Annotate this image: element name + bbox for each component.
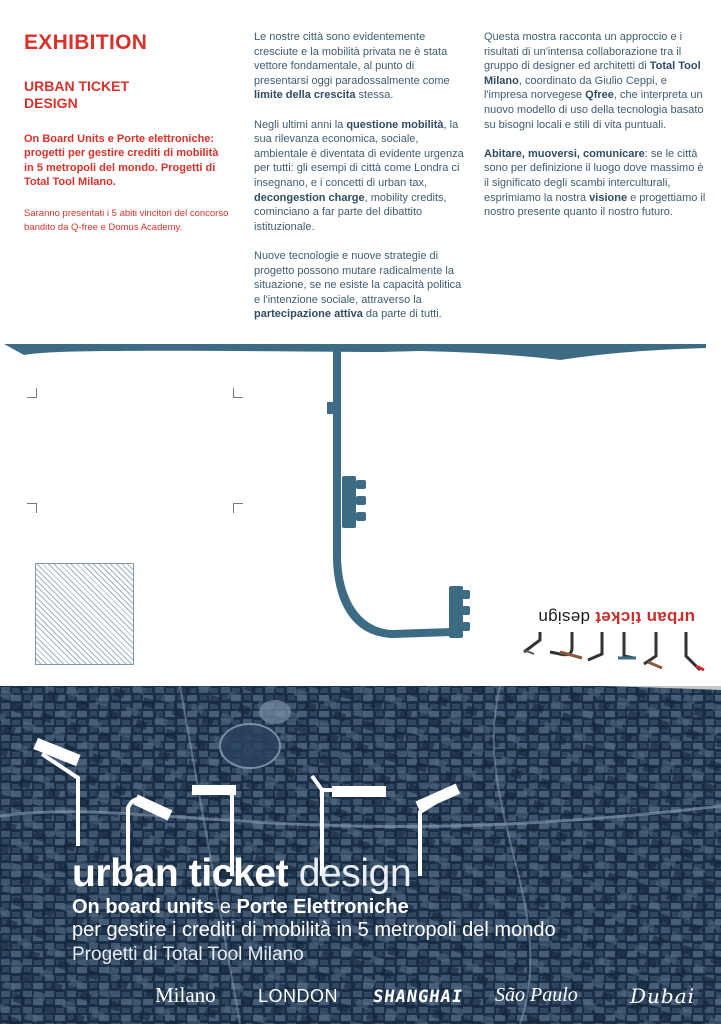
road-band — [4, 344, 706, 360]
mirrored-logo — [510, 607, 695, 627]
hero-title-design: design — [298, 852, 412, 895]
signal-box-upper — [342, 476, 356, 528]
exhibition-note: Saranno presentati i 5 abiti vincitori del concorso bandito da Q-free e Domus Academy. — [24, 208, 229, 233]
crop-mark-top-right — [233, 388, 243, 398]
hero-line-1: On board units e Porte Elettroniche — [72, 896, 409, 918]
exhibition-column — [24, 30, 229, 235]
intro-paragraph-2: Negli ultimi anni la questione mobilità, la sua rilevanza economica, sociale, ambientale è diventata di evidente urgenza per tutti: gli esempi di città come Londra ci insegnano, e i concetti di urban tax, decongestion charge, mobility credits, cominciano a far parte del dibattito istituzionale. — [254, 118, 464, 233]
logo-word-ticket: ticket — [595, 608, 642, 627]
city-dubai: Dubai — [630, 984, 696, 1008]
pole-bracket — [327, 402, 335, 414]
about-column — [484, 30, 709, 234]
mirrored-logo-pole-icons — [520, 630, 710, 674]
intro-column — [254, 30, 469, 336]
city-london: LONDON — [258, 986, 339, 1006]
about-paragraph-2: Abitare, muoversi, comunicare: se le città sono per definizione il luogo dove massimo è il significato degli scambi interculturali, esprimiamo la nostra visione e progettiamo il nostro presente quanto il nostro futuro. — [484, 147, 706, 219]
crop-mark-bottom-right — [233, 503, 243, 513]
signal-box-lower — [449, 586, 463, 638]
exhibition-subheading: URBAN TICKET DESIGN — [24, 78, 129, 111]
hero-title — [72, 852, 411, 896]
logo-word-design: design — [538, 608, 590, 627]
city-list — [155, 983, 715, 1013]
about-paragraph-1: Questa mostra racconta un approccio e i risultati di un'intensa collaborazione tra il gruppo di designer ed architetti di Total Tool Milano, coordinato da Giulio Ceppi, e l'impresa norvegese Qfree, che interpreta un nuovo modello di uso della tecnologia basato su bisogni locali e stili di vita puntuali. — [484, 31, 704, 131]
hero-title-ticket: ticket — [188, 852, 289, 895]
city-sao-paulo: São Paulo — [495, 984, 578, 1006]
logo-word-urban: urban — [646, 608, 695, 627]
crop-mark-bottom-left — [27, 503, 37, 513]
hero-line-3: Progetti di Total Tool Milano — [72, 944, 304, 965]
hero-title-urban: urban — [72, 852, 179, 895]
exhibition-heading: EXHIBITION — [24, 31, 148, 54]
intro-paragraph-3: Nuove tecnologie e nuove strategie di progetto possono mutare radicalmente la situazione, se ne esiste la capacità politica e l'intenzione sociale, attraverso la partecipazione attiva da parte di tutti. — [254, 249, 462, 321]
hero-line-2: per gestire i crediti di mobilità in 5 metropoli del mondo — [72, 919, 556, 941]
exhibition-description: On Board Units e Porte elettroniche: progetti per gestire crediti di mobilità in 5 metropoli del mondo. Progetti di Total Tool Milano. — [24, 133, 219, 188]
city-shanghai: SHANGHAI — [371, 987, 465, 1007]
city-milano: Milano — [155, 983, 216, 1007]
intro-paragraph-1: Le nostre città sono evidentemente cresciute e la mobilità privata ne è stata vettore fondamentale, al punto di presentarsi oggi paradossalmente come limite della crescita stessa. — [254, 31, 450, 102]
crop-mark-top-left — [27, 388, 37, 398]
hatched-placeholder — [35, 563, 134, 665]
